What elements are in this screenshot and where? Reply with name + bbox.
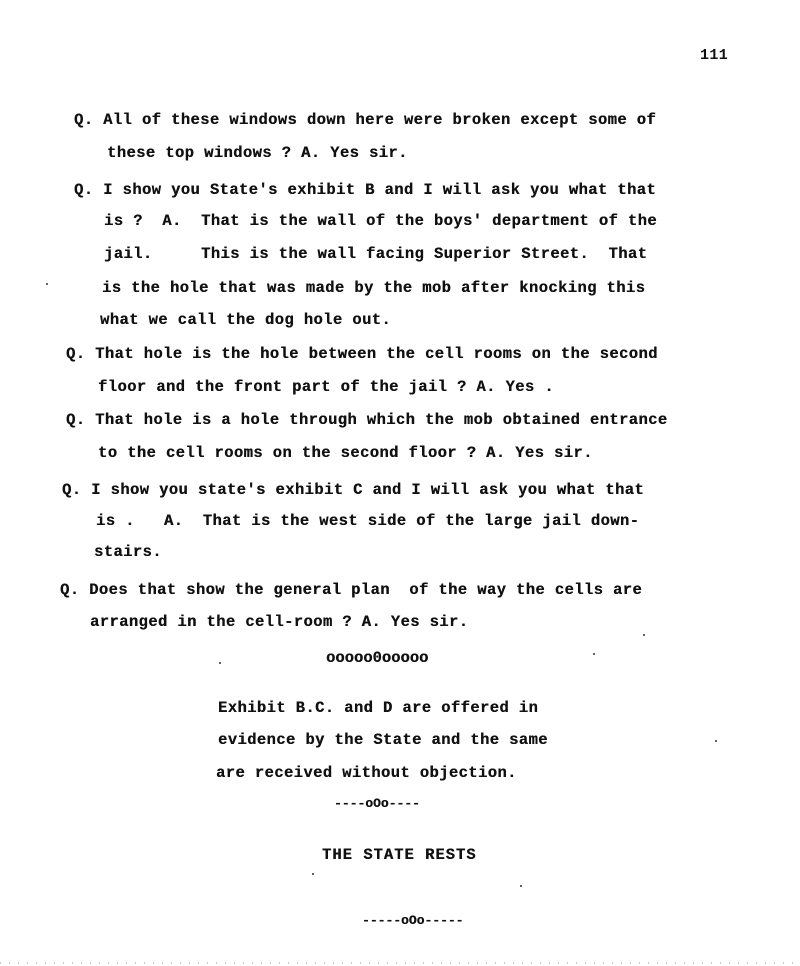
testimony-line: Q. I show you state's exhibit C and I will ask you what that bbox=[62, 481, 645, 499]
scan-bottom-edge bbox=[0, 962, 800, 964]
separator: ----oOo---- bbox=[334, 796, 420, 811]
exhibit-note-line: are received without objection. bbox=[216, 764, 517, 782]
testimony-line: stairs. bbox=[94, 543, 162, 561]
testimony-line: floor and the front part of the jail ? A. Yes . bbox=[98, 378, 554, 396]
testimony-line: these top windows ? A. Yes sir. bbox=[107, 144, 408, 162]
scan-speck bbox=[520, 885, 522, 887]
testimony-line: Q. Does that show the general plan of the way the cells are bbox=[60, 581, 643, 599]
testimony-line: to the cell rooms on the second floor ? A. Yes sir. bbox=[98, 444, 593, 462]
testimony-line: is the hole that was made by the mob after knocking this bbox=[102, 279, 646, 297]
testimony-line: jail. This is the wall facing Superior Street. That bbox=[104, 245, 648, 263]
scan-speck bbox=[715, 740, 717, 742]
scan-speck bbox=[219, 662, 221, 664]
testimony-line: is ? A. That is the wall of the boys' department of the bbox=[104, 212, 657, 230]
separator: ooooo0ooooo bbox=[326, 649, 429, 667]
testimony-line: Q. All of these windows down here were broken except some of bbox=[74, 111, 657, 129]
exhibit-note-line: evidence by the State and the same bbox=[218, 731, 548, 749]
page-number: 111 bbox=[700, 47, 729, 64]
testimony-line: Q. That hole is a hole through which the mob obtained entrance bbox=[66, 411, 668, 429]
testimony-line: Q. I show you State's exhibit B and I will ask you what that bbox=[74, 181, 657, 199]
scan-speck bbox=[46, 283, 48, 285]
scan-speck bbox=[593, 653, 595, 655]
testimony-line: what we call the dog hole out. bbox=[100, 311, 392, 329]
scan-speck bbox=[312, 873, 314, 875]
exhibit-note-line: Exhibit B.C. and D are offered in bbox=[218, 699, 539, 717]
testimony-line: arranged in the cell-room ? A. Yes sir. bbox=[90, 613, 469, 631]
closing-statement: THE STATE RESTS bbox=[322, 846, 477, 864]
separator: -----oOo----- bbox=[362, 913, 464, 928]
testimony-line: is . A. That is the west side of the large jail down- bbox=[96, 512, 640, 530]
scan-speck bbox=[643, 634, 645, 636]
testimony-line: Q. That hole is the hole between the cell rooms on the second bbox=[66, 345, 658, 363]
